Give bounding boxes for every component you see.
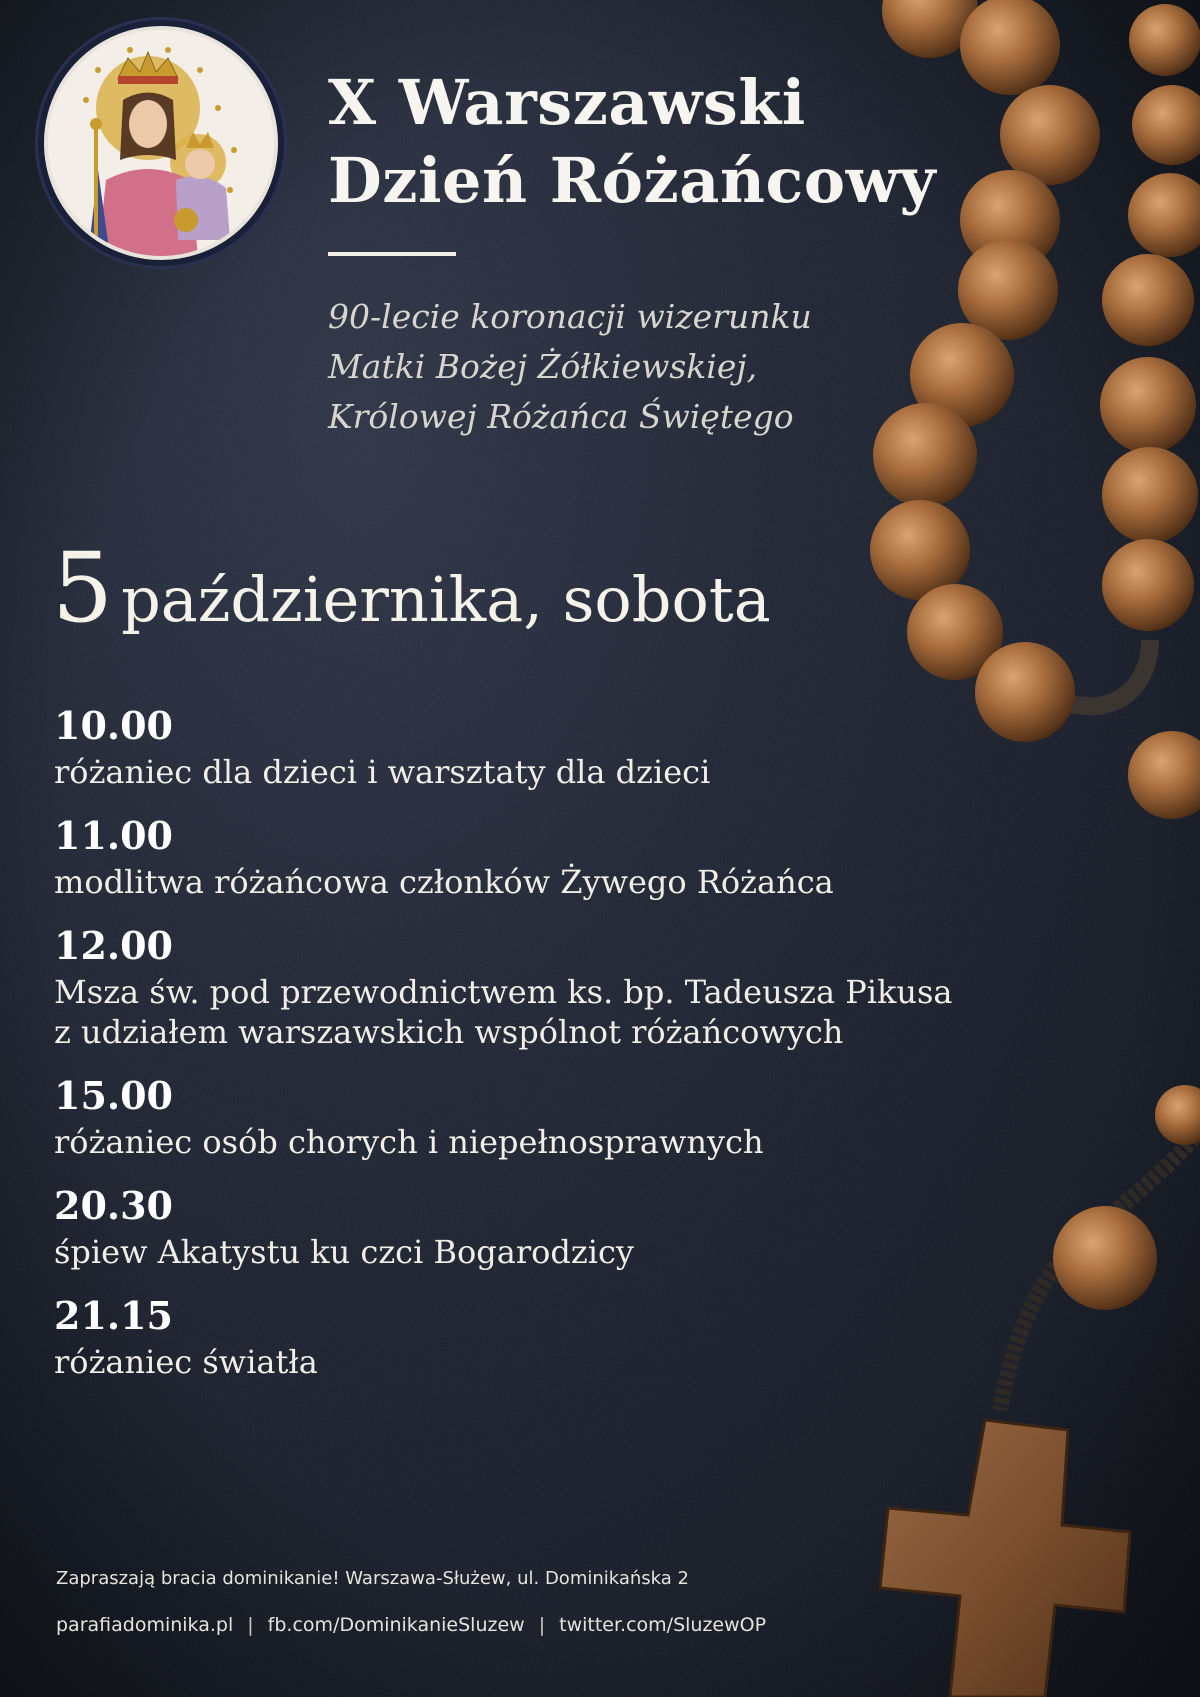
twitter-link[interactable]: twitter.com/SluzewOP xyxy=(559,1614,767,1636)
madonna-and-child-icon xyxy=(38,20,284,266)
title-line-2: Dzień Różańcowy xyxy=(328,144,936,217)
schedule-list xyxy=(54,700,1034,1400)
schedule-description-line: modlitwa różańcowa członków Żywego Różańca xyxy=(54,863,834,901)
footer-invitation: Zapraszają bracia dominikanie! Warszawa-Służew, ul. Dominikańska 2 xyxy=(56,1568,689,1589)
link-separator: | xyxy=(538,1614,546,1636)
schedule-description xyxy=(54,972,1034,1052)
page-title xyxy=(328,64,936,220)
title-line-1: X Warszawski xyxy=(328,66,806,139)
schedule-time: 11.00 xyxy=(54,813,173,858)
schedule-item xyxy=(54,810,1034,902)
event-date xyxy=(52,532,771,644)
schedule-description-line: różaniec światła xyxy=(54,1343,318,1381)
schedule-description xyxy=(54,1342,1034,1382)
schedule-item xyxy=(54,920,1034,1052)
schedule-description-line: śpiew Akatystu ku czci Bogarodzicy xyxy=(54,1233,634,1271)
subtitle-line-2: Matki Bożej Żółkiewskiej, xyxy=(328,347,758,386)
schedule-time: 12.00 xyxy=(54,923,173,968)
subtitle-line-3: Królowej Różańca Świętego xyxy=(328,397,794,436)
schedule-item xyxy=(54,1180,1034,1272)
link-separator: | xyxy=(247,1614,254,1636)
schedule-description-line: z udziałem warszawskich wspólnot różańcowych xyxy=(54,1013,844,1051)
schedule-description-line: różaniec osób chorych i niepełnosprawnych xyxy=(54,1123,764,1161)
schedule-time: 15.00 xyxy=(54,1073,173,1118)
title-divider xyxy=(328,252,456,256)
schedule-description xyxy=(54,862,1034,902)
event-date-text: października, sobota xyxy=(121,563,771,636)
facebook-link[interactable]: fb.com/DominikanieSluzew xyxy=(267,1614,525,1636)
schedule-time: 10.00 xyxy=(54,703,173,748)
schedule-item xyxy=(54,1290,1034,1382)
footer-links xyxy=(56,1614,766,1636)
schedule-description xyxy=(54,752,1034,792)
schedule-description xyxy=(54,1232,1034,1272)
subtitle-line-1: 90-lecie koronacji wizerunku xyxy=(328,297,812,336)
website-link[interactable]: parafiadominika.pl xyxy=(56,1614,234,1636)
schedule-time: 20.30 xyxy=(54,1183,173,1228)
schedule-description xyxy=(54,1122,1034,1162)
subtitle xyxy=(328,292,812,442)
schedule-item xyxy=(54,1070,1034,1162)
schedule-item xyxy=(54,700,1034,792)
schedule-time: 21.15 xyxy=(54,1293,173,1338)
schedule-description-line: Msza św. pod przewodnictwem ks. bp. Tadeusza Pikusa xyxy=(54,973,953,1011)
schedule-description-line: różaniec dla dzieci i warsztaty dla dzieci xyxy=(54,753,711,791)
event-date-day: 5 xyxy=(52,532,114,644)
